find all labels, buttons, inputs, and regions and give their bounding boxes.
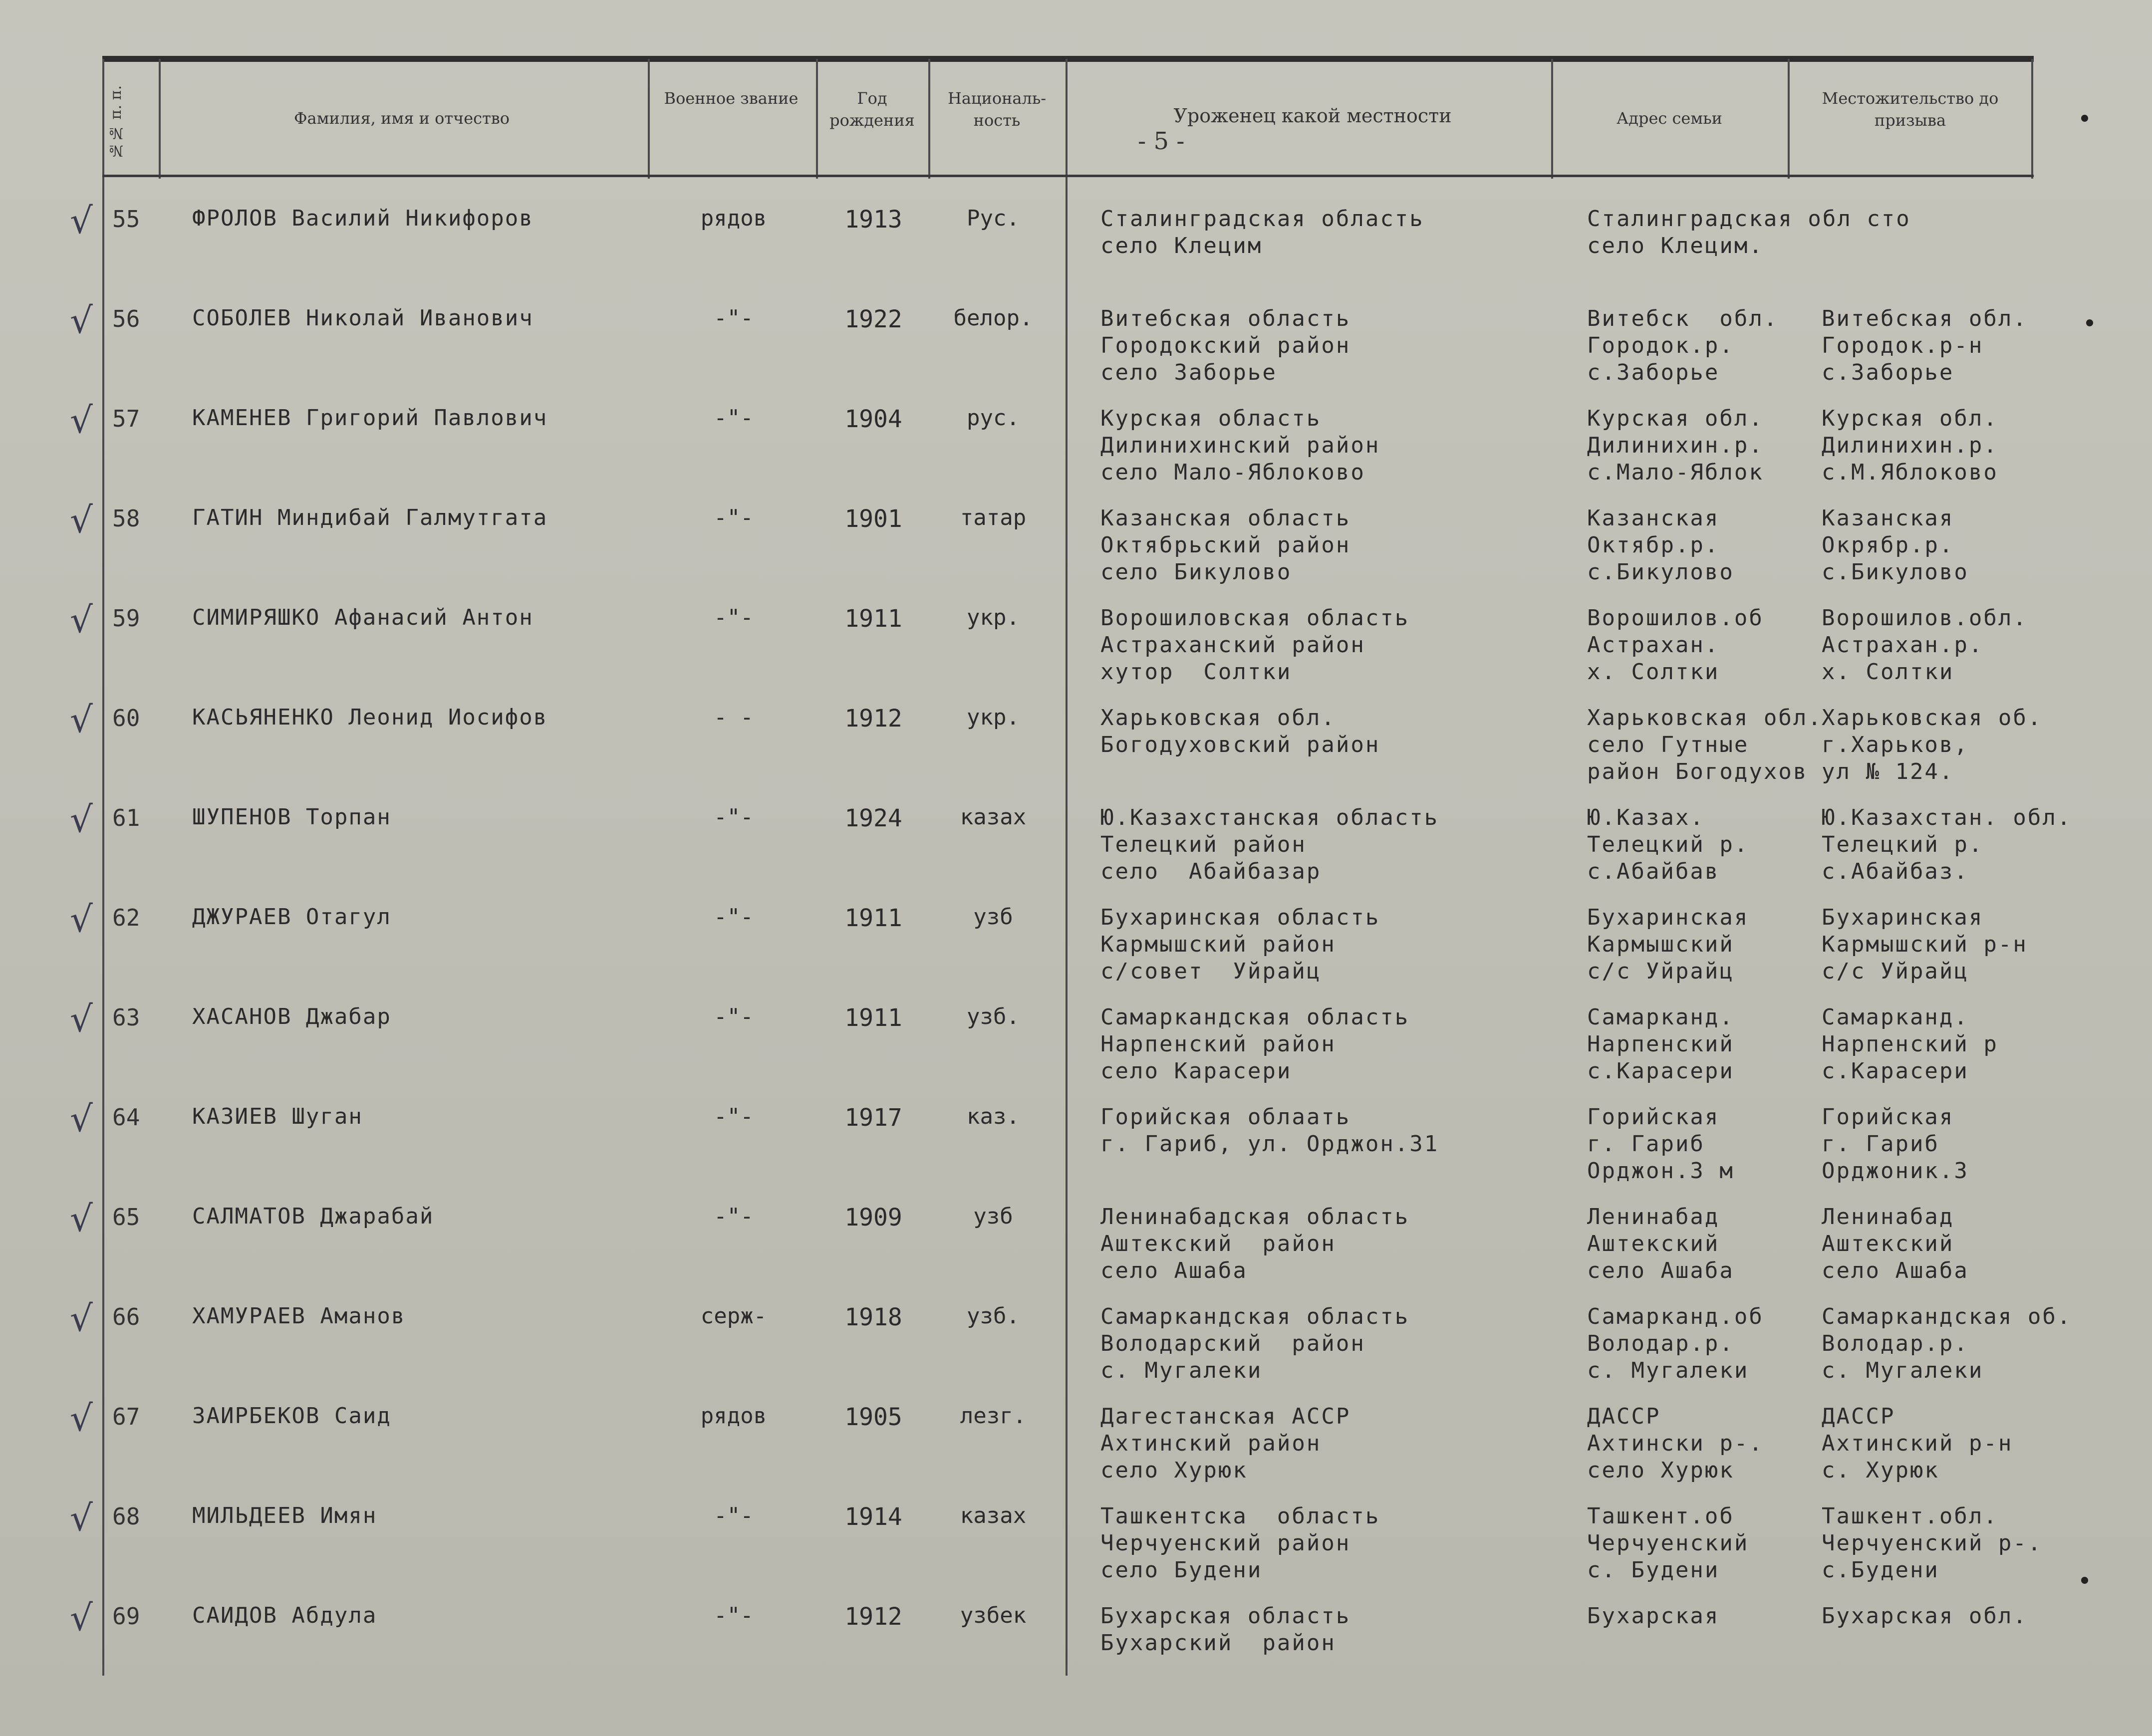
- nationality: узб: [973, 904, 1013, 930]
- family-address-line: Горийская: [1587, 1104, 1720, 1130]
- row-number: 57: [112, 405, 140, 432]
- header-origin: Уроженец какой местности: [1173, 105, 1452, 127]
- residence-address: [1822, 505, 1969, 586]
- military-rank: -"-: [714, 1204, 754, 1229]
- origin-address-line: Телецкий район: [1100, 832, 1307, 857]
- residence-address: [1822, 904, 2028, 985]
- origin-address-line: Самаркандская область: [1100, 1304, 1410, 1329]
- origin-address-line: Нарпенский район: [1100, 1031, 1336, 1057]
- residence-address-line: Аштекский: [1822, 1231, 1954, 1256]
- family-address-line: Володар.р.: [1587, 1331, 1734, 1356]
- row-number: 69: [112, 1603, 140, 1630]
- check-mark: √: [70, 798, 93, 840]
- column-divider: [1788, 59, 1790, 179]
- check-mark: √: [70, 699, 93, 741]
- family-address-line: село Ашаба: [1587, 1258, 1734, 1283]
- table-row: [0, 299, 2152, 399]
- origin-address-line: село Карасери: [1100, 1058, 1292, 1084]
- column-divider: [648, 59, 650, 179]
- family-address: [1587, 1004, 1734, 1085]
- residence-address-line: Черчуенский р-.: [1822, 1530, 2043, 1556]
- person-name: ШУПЕНОВ Торпан: [192, 804, 391, 830]
- origin-address: [1100, 1403, 1350, 1484]
- origin-address: [1100, 1303, 1409, 1384]
- residence-address-line: с. Хурюк: [1822, 1458, 1939, 1483]
- origin-address-line: село Хурюк: [1100, 1458, 1248, 1483]
- nationality: каз.: [967, 1104, 1020, 1129]
- nationality: узб.: [967, 1303, 1020, 1329]
- family-address: [1587, 405, 1764, 486]
- residence-address-line: Харьковская об.: [1822, 705, 2043, 731]
- person-name: ДЖУРАЕВ Отагул: [192, 904, 391, 930]
- origin-address-line: Ахтинский район: [1100, 1431, 1322, 1456]
- table-row: [0, 499, 2152, 599]
- origin-address-line: Ташкентска область: [1100, 1503, 1380, 1529]
- birth-year: 1911: [844, 1004, 902, 1032]
- residence-address-line: с.Карасери: [1822, 1058, 1969, 1084]
- residence-address-line: Ленинабад: [1822, 1204, 1954, 1230]
- family-address-line: с/с Уйрайц: [1587, 959, 1734, 984]
- row-number: 55: [112, 206, 140, 233]
- origin-address-line: с/совет Уйрайц: [1100, 959, 1322, 984]
- check-mark: √: [70, 399, 93, 441]
- residence-address: [1822, 1303, 2072, 1384]
- family-address-line: г. Гариб: [1587, 1131, 1705, 1157]
- birth-year: 1913: [844, 206, 902, 234]
- origin-address: [1100, 305, 1350, 386]
- family-address-line: село Клецим.: [1587, 233, 1764, 258]
- header-year: Год рождения: [829, 89, 915, 130]
- origin-address: [1100, 505, 1350, 586]
- row-number: 63: [112, 1004, 140, 1031]
- birth-year: 1918: [844, 1303, 902, 1331]
- family-address: [1587, 1403, 1764, 1484]
- family-address: [1587, 904, 1749, 985]
- origin-address-line: Кармышский район: [1100, 932, 1336, 957]
- family-address-line: Самарканд.об: [1587, 1304, 1764, 1329]
- nationality: казах: [960, 804, 1027, 830]
- birth-year: 1922: [844, 305, 902, 333]
- residence-address-line: г. Гариб: [1822, 1131, 1939, 1157]
- military-rank: -"-: [714, 605, 754, 630]
- birth-year: 1911: [844, 605, 902, 633]
- origin-address-line: Ленинабадская область: [1100, 1204, 1410, 1230]
- table-row: [0, 1397, 2152, 1497]
- family-address-line: Ворошилов.об: [1587, 605, 1764, 631]
- family-address-line: с.Мало-Яблок: [1587, 460, 1764, 485]
- family-address-line: Самарканд.: [1587, 1004, 1734, 1030]
- table-row: [0, 798, 2152, 898]
- row-number: 68: [112, 1503, 140, 1530]
- origin-address-line: Казанская область: [1100, 505, 1351, 531]
- row-number: 61: [112, 804, 140, 831]
- nationality: лезг.: [960, 1403, 1027, 1429]
- military-rank: -"-: [714, 904, 754, 930]
- header-number: №№ п. п.: [107, 85, 125, 160]
- origin-address-line: Курская область: [1100, 406, 1322, 431]
- residence-address-line: Самарканд.: [1822, 1004, 1969, 1030]
- origin-address-line: село Заборье: [1100, 360, 1277, 385]
- person-name: МИЛЬДЕЕВ Имян: [192, 1503, 377, 1528]
- nationality: узб.: [967, 1004, 1020, 1029]
- nationality: укр.: [967, 605, 1020, 630]
- family-address: [1587, 705, 1823, 785]
- row-number: 58: [112, 505, 140, 532]
- header-rank: Военное звание: [664, 89, 799, 108]
- residence-address-line: Ворошилов.обл.: [1822, 605, 2028, 631]
- check-mark: √: [70, 898, 93, 940]
- military-rank: -"-: [714, 1104, 754, 1129]
- family-address-line: Астрахан.: [1587, 632, 1720, 658]
- residence-address-line: с.Будени: [1822, 1557, 1939, 1583]
- person-name: КАМЕНЕВ Григорий Павлович: [192, 405, 548, 431]
- family-address-line: Орджон.3 м: [1587, 1158, 1734, 1184]
- table-row: [0, 1297, 2152, 1397]
- birth-year: 1914: [844, 1503, 902, 1531]
- nationality: узб: [973, 1204, 1013, 1229]
- origin-address-line: с. Мугалеки: [1100, 1358, 1263, 1383]
- residence-address: [1822, 1403, 2013, 1484]
- residence-address-line: Бухаринская: [1822, 905, 1984, 930]
- residence-address-line: Телецкий р.: [1822, 832, 1984, 857]
- residence-address-line: Володар.р.: [1822, 1331, 1969, 1356]
- residence-address-line: Нарпенский р: [1822, 1031, 1998, 1057]
- person-name: СОБОЛЕВ Николай Иванович: [192, 305, 534, 331]
- origin-address-line: Бухаринская область: [1100, 905, 1380, 930]
- person-name: ЗАИРБЕКОВ Саид: [192, 1403, 391, 1429]
- residence-address-line: с.М.Яблоково: [1822, 460, 1998, 485]
- residence-address-line: с. Мугалеки: [1822, 1358, 1984, 1383]
- origin-address-line: Бухарский район: [1100, 1630, 1336, 1656]
- family-address: [1587, 1104, 1734, 1185]
- origin-address-line: Дилинихинский район: [1100, 433, 1380, 458]
- origin-address-line: Ю.Казахстанская область: [1100, 805, 1439, 830]
- military-rank: -"-: [714, 1603, 754, 1628]
- family-address-line: с.Карасери: [1587, 1058, 1734, 1084]
- row-number: 66: [112, 1303, 140, 1330]
- person-name: САИДОВ Абдула: [192, 1603, 377, 1628]
- origin-address: [1100, 605, 1409, 686]
- military-rank: -"-: [714, 505, 754, 530]
- birth-year: 1912: [844, 705, 902, 733]
- page-number: - 5 -: [1138, 127, 1185, 155]
- person-name: КАЗИЕВ Шуган: [192, 1104, 363, 1129]
- family-address-line: с. Будени: [1587, 1557, 1720, 1583]
- table-row: [0, 1098, 2152, 1198]
- family-address-line: с. Мугалеки: [1587, 1358, 1749, 1383]
- row-number: 64: [112, 1104, 140, 1131]
- residence-address-line: с.Бикулово: [1822, 559, 1969, 585]
- origin-address: [1100, 1104, 1439, 1158]
- military-rank: -"-: [714, 1503, 754, 1528]
- origin-address-line: Черчуенский район: [1100, 1530, 1351, 1556]
- nationality: белор.: [953, 305, 1033, 331]
- column-divider: [928, 59, 930, 179]
- column-divider: [816, 59, 818, 179]
- check-mark: √: [70, 1098, 93, 1140]
- residence-address-line: Дилинихин.р.: [1822, 433, 1998, 458]
- column-divider: [159, 59, 161, 179]
- origin-address-line: Бухарская область: [1100, 1603, 1351, 1629]
- table-row: [0, 898, 2152, 998]
- origin-address-line: Витебская область: [1100, 306, 1351, 331]
- residence-address: [1822, 1104, 1969, 1185]
- residence-address: [1822, 1603, 2028, 1630]
- family-address-line: район Богодухов: [1587, 759, 1808, 784]
- origin-address-line: Богодуховский район: [1100, 732, 1380, 757]
- row-number: 60: [112, 705, 140, 732]
- family-address-line: Ленинабад: [1587, 1204, 1720, 1230]
- residence-address: [1822, 305, 2028, 386]
- military-rank: серж-: [700, 1303, 767, 1329]
- family-address-line: Сталинградская обл сто: [1587, 206, 1911, 232]
- table-row: [0, 200, 2152, 299]
- check-mark: √: [70, 1297, 93, 1339]
- table-top-rule: [102, 56, 2034, 62]
- family-address: [1587, 804, 1749, 885]
- check-mark: √: [70, 200, 93, 242]
- family-address-line: Ташкент.об: [1587, 1503, 1734, 1529]
- birth-year: 1904: [844, 405, 902, 433]
- punch-dot: [2081, 115, 2088, 122]
- residence-address: [1822, 1004, 1998, 1085]
- family-address-line: с.Заборье: [1587, 360, 1720, 385]
- origin-address-line: Харьковская обл.: [1100, 705, 1336, 731]
- residence-address-line: Ташкент.обл.: [1822, 1503, 1998, 1529]
- birth-year: 1912: [844, 1603, 902, 1631]
- family-address: [1587, 305, 1778, 386]
- origin-address-line: село Клецим: [1100, 233, 1263, 258]
- row-number: 67: [112, 1403, 140, 1430]
- birth-year: 1924: [844, 804, 902, 832]
- table-row: [0, 699, 2152, 798]
- residence-address-line: с/с Уйрайц: [1822, 959, 1969, 984]
- family-address-line: Кармышский: [1587, 932, 1734, 957]
- origin-address-line: село Ашаба: [1100, 1258, 1248, 1283]
- family-address: [1587, 1204, 1734, 1284]
- row-number: 65: [112, 1204, 140, 1231]
- check-mark: √: [70, 1497, 93, 1539]
- origin-address: [1100, 405, 1380, 486]
- residence-address-line: Казанская: [1822, 505, 1954, 531]
- header-name: Фамилия, имя и отчество: [293, 109, 510, 128]
- family-address-line: Телецкий р.: [1587, 832, 1749, 857]
- check-mark: √: [70, 599, 93, 641]
- residence-address-line: х. Солтки: [1822, 659, 1954, 685]
- family-address-line: Дилинихин.р.: [1587, 433, 1764, 458]
- person-name: ХАМУРАЕВ Аманов: [192, 1303, 406, 1329]
- residence-address: [1822, 1204, 1969, 1284]
- residence-address-line: Городок.р-н: [1822, 333, 1984, 358]
- military-rank: -"-: [714, 305, 754, 331]
- origin-address-line: хутор Солтки: [1100, 659, 1292, 685]
- family-address-line: Городок.р.: [1587, 333, 1734, 358]
- origin-address: [1100, 1204, 1409, 1284]
- residence-address: [1822, 705, 2042, 785]
- header-bottom-rule: [102, 175, 2034, 177]
- family-address-line: ДАССР: [1587, 1404, 1661, 1429]
- family-address-line: село Хурюк: [1587, 1458, 1734, 1483]
- residence-address-line: с.Абайбаз.: [1822, 859, 1969, 884]
- nationality: рус.: [967, 405, 1020, 431]
- row-number: 62: [112, 904, 140, 931]
- family-address-line: с.Бикулово: [1587, 559, 1734, 585]
- origin-address-line: Самаркандская область: [1100, 1004, 1410, 1030]
- military-rank: -"-: [714, 1004, 754, 1029]
- family-address-line: Аштекский: [1587, 1231, 1720, 1256]
- birth-year: 1911: [844, 904, 902, 932]
- nationality: татар: [960, 505, 1027, 530]
- origin-address-line: Астраханский район: [1100, 632, 1365, 658]
- family-address: [1587, 1303, 1764, 1384]
- table-row: [0, 599, 2152, 699]
- family-address-line: Ю.Казах.: [1587, 805, 1705, 830]
- origin-address-line: Октябрьский район: [1100, 532, 1351, 558]
- origin-address-line: Дагестанская АССР: [1100, 1404, 1351, 1429]
- residence-address-line: с.Заборье: [1822, 360, 1954, 385]
- person-name: ФРОЛОВ Василий Никифоров: [192, 206, 534, 231]
- header-residence: Местожительство до призыва: [1822, 89, 1999, 130]
- family-address-line: с.Абайбав: [1587, 859, 1720, 884]
- origin-address: [1100, 206, 1424, 259]
- family-address-line: Бухаринская: [1587, 905, 1749, 930]
- military-rank: - -: [714, 705, 754, 730]
- residence-address-line: Курская обл.: [1822, 406, 1998, 431]
- column-divider: [2031, 59, 2033, 179]
- check-mark: √: [70, 998, 93, 1040]
- family-address-line: Харьковская обл.: [1587, 705, 1823, 731]
- family-address-line: Курская обл.: [1587, 406, 1764, 431]
- nationality: узбек: [960, 1603, 1027, 1628]
- residence-address: [1822, 405, 1998, 486]
- origin-address-line: село Абайбазар: [1100, 859, 1322, 884]
- residence-address-line: Орджоник.3: [1822, 1158, 1969, 1184]
- check-mark: √: [70, 1198, 93, 1240]
- residence-address: [1822, 804, 2072, 885]
- origin-address: [1100, 1603, 1350, 1657]
- residence-address-line: Ахтинский р-н: [1822, 1431, 2013, 1456]
- person-name: КАСЬЯНЕНКО Леонид Иосифов: [192, 705, 548, 730]
- military-rank: рядов: [700, 1403, 767, 1429]
- residence-address-line: ДАССР: [1822, 1404, 1895, 1429]
- family-address-line: село Гутные: [1587, 732, 1749, 757]
- column-divider: [1551, 59, 1553, 179]
- residence-address-line: г.Харьков,: [1822, 732, 1969, 757]
- family-address-line: Ахтински р-.: [1587, 1431, 1764, 1456]
- nationality: укр.: [967, 705, 1020, 730]
- origin-address-line: Горийская облаать: [1100, 1104, 1351, 1130]
- origin-address-line: Аштекский район: [1100, 1231, 1336, 1256]
- residence-address: [1822, 1503, 2042, 1584]
- check-mark: √: [70, 499, 93, 541]
- person-name: ГАТИН Миндибай Галмутгата: [192, 505, 548, 530]
- origin-address-line: село Мало-Яблоково: [1100, 460, 1365, 485]
- family-address-line: Витебск обл.: [1587, 306, 1779, 331]
- table-row: [0, 1198, 2152, 1297]
- check-mark: √: [70, 1597, 93, 1639]
- punch-dot: [2081, 1577, 2088, 1584]
- origin-address-line: Городокский район: [1100, 333, 1351, 358]
- residence-address-line: Витебская обл.: [1822, 306, 2028, 331]
- row-number: 59: [112, 605, 140, 632]
- origin-address-line: Ворошиловская область: [1100, 605, 1410, 631]
- origin-address: [1100, 904, 1380, 985]
- residence-address-line: Бухарская обл.: [1822, 1603, 2028, 1629]
- residence-address-line: Окрябр.р.: [1822, 532, 1954, 558]
- family-address-line: Казанская: [1587, 505, 1720, 531]
- origin-address-line: г. Гариб, ул. Орджон.31: [1100, 1131, 1439, 1157]
- family-address-line: Нарпенский: [1587, 1031, 1734, 1057]
- residence-address-line: ул № 124.: [1822, 759, 1954, 784]
- table-row: [0, 1497, 2152, 1597]
- military-rank: рядов: [700, 206, 767, 231]
- family-address: [1587, 206, 1911, 259]
- header-family-address: Адрес семьи: [1616, 109, 1722, 128]
- check-mark: √: [70, 1397, 93, 1439]
- residence-address-line: село Ашаба: [1822, 1258, 1969, 1283]
- origin-address: [1100, 705, 1380, 758]
- origin-address-line: Сталинградская область: [1100, 206, 1424, 232]
- family-address-line: Бухарская: [1587, 1603, 1720, 1629]
- residence-address: [1822, 605, 2028, 686]
- check-mark: √: [70, 299, 93, 341]
- header-nationality: Националь- ность: [947, 89, 1047, 130]
- family-address: [1587, 505, 1734, 586]
- military-rank: -"-: [714, 804, 754, 830]
- family-address: [1587, 1603, 1719, 1630]
- origin-address-line: Володарский район: [1100, 1331, 1365, 1356]
- residence-address-line: Ю.Казахстан. обл.: [1822, 805, 2072, 830]
- row-number: 56: [112, 305, 140, 332]
- nationality: казах: [960, 1503, 1027, 1528]
- family-address-line: Черчуенский: [1587, 1530, 1749, 1556]
- person-name: ХАСАНОВ Джабар: [192, 1004, 391, 1029]
- table-row: [0, 1597, 2152, 1697]
- table-row: [0, 998, 2152, 1098]
- table-row: [0, 399, 2152, 499]
- birth-year: 1901: [844, 505, 902, 533]
- birth-year: 1917: [844, 1104, 902, 1132]
- family-address-line: х. Солтки: [1587, 659, 1720, 685]
- residence-address-line: Горийская: [1822, 1104, 1954, 1130]
- person-name: СИМИРЯШКО Афанасий Антон: [192, 605, 534, 630]
- nationality: Рус.: [967, 206, 1020, 231]
- origin-address-line: село Бикулово: [1100, 559, 1292, 585]
- origin-address-line: село Будени: [1100, 1557, 1263, 1583]
- military-rank: -"-: [714, 405, 754, 431]
- family-address: [1587, 1503, 1749, 1584]
- residence-address-line: Кармышский р-н: [1822, 932, 2028, 957]
- birth-year: 1905: [844, 1403, 902, 1431]
- birth-year: 1909: [844, 1204, 902, 1232]
- residence-address-line: Астрахан.р.: [1822, 632, 1984, 658]
- origin-address: [1100, 1004, 1409, 1085]
- family-address: [1587, 605, 1764, 686]
- person-name: САЛМАТОВ Джарабай: [192, 1204, 434, 1229]
- punch-dot: [2086, 319, 2093, 326]
- residence-address-line: Самаркандская об.: [1822, 1304, 2072, 1329]
- family-address-line: Октябр.р.: [1587, 532, 1720, 558]
- origin-address: [1100, 804, 1439, 885]
- origin-address: [1100, 1503, 1380, 1584]
